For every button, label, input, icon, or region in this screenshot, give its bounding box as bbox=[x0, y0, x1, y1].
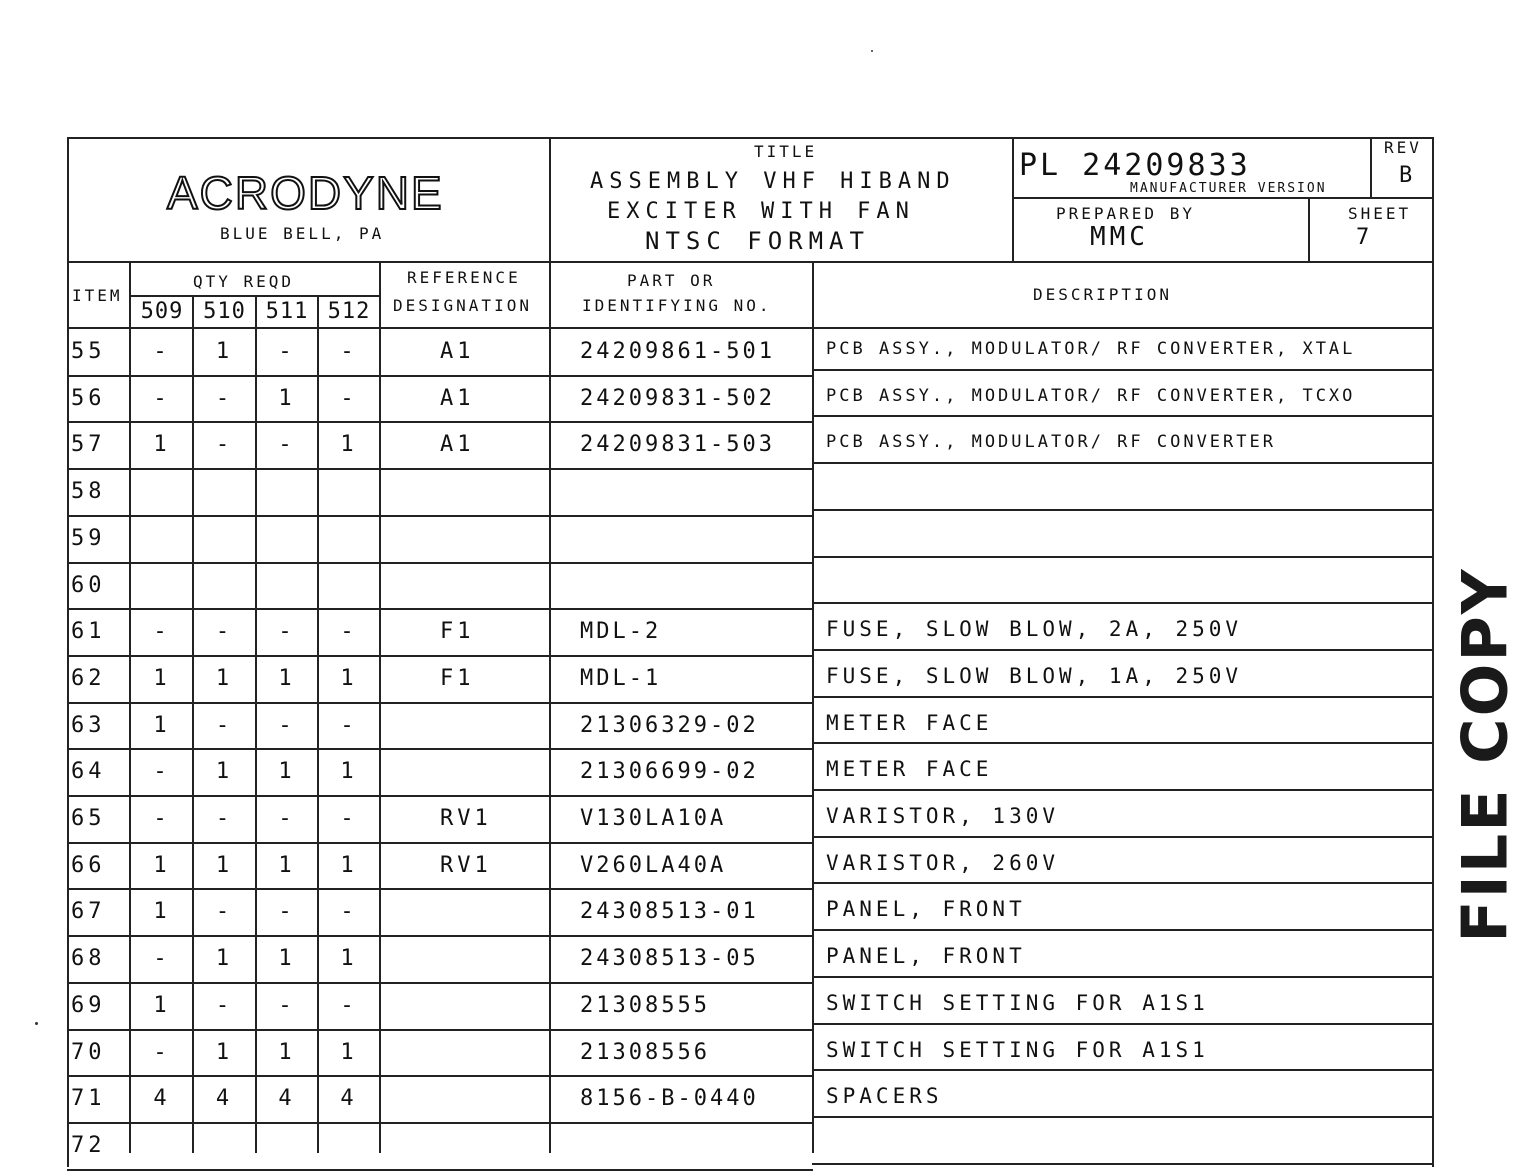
description: PCB ASSY., MODULATOR/ RF CONVERTER bbox=[826, 432, 1276, 453]
part-number: 21306329-02 bbox=[580, 712, 759, 738]
row-rule bbox=[67, 748, 813, 750]
row-rule bbox=[67, 468, 813, 470]
part-number: 8156-B-0440 bbox=[580, 1086, 759, 1112]
row-rule bbox=[67, 562, 813, 564]
qty-512: - bbox=[340, 712, 358, 738]
description: FUSE, SLOW BLOW, 2A, 250V bbox=[826, 617, 1243, 642]
item-number: 61 bbox=[71, 619, 106, 645]
part-number: 21308555 bbox=[580, 992, 710, 1018]
row-rule bbox=[67, 515, 813, 517]
qty-511: - bbox=[278, 899, 296, 925]
part-number: 24308513-01 bbox=[580, 899, 759, 925]
qty-510: - bbox=[215, 899, 234, 925]
item-number: 71 bbox=[71, 1086, 106, 1112]
part-number: 21306699-02 bbox=[580, 759, 759, 785]
title-label: TITLE bbox=[754, 142, 818, 161]
qty-511: - bbox=[278, 432, 296, 458]
part-number: MDL-1 bbox=[580, 665, 662, 691]
title-line-3: NTSC FORMAT bbox=[645, 227, 870, 255]
reference-designation: RV1 bbox=[440, 806, 492, 831]
qty-509: 4 bbox=[153, 1086, 171, 1112]
qty-511: 1 bbox=[278, 1039, 296, 1065]
row-rule bbox=[812, 976, 1434, 978]
header-divider bbox=[549, 138, 551, 263]
item-number: 59 bbox=[71, 525, 106, 551]
reference-designation: A1 bbox=[440, 339, 475, 364]
qty-reqd-header: QTY REQD bbox=[193, 272, 295, 291]
ref-header-line-1: REFERENCE bbox=[407, 268, 521, 287]
qty-509: 1 bbox=[153, 852, 171, 878]
qty-model-511: 511 bbox=[265, 299, 309, 324]
item-number: 70 bbox=[71, 1039, 106, 1065]
qty-509: 1 bbox=[153, 899, 171, 925]
qty-511: 1 bbox=[278, 946, 296, 972]
qty-510: - bbox=[215, 806, 234, 831]
speck bbox=[871, 50, 873, 52]
row-rule bbox=[67, 935, 813, 937]
row-rule bbox=[812, 789, 1434, 791]
qty-512: 1 bbox=[340, 759, 358, 785]
row-rule bbox=[812, 509, 1434, 511]
item-number: 69 bbox=[71, 992, 106, 1018]
row-rule bbox=[67, 421, 813, 423]
ref-header-line-2: DESIGNATION bbox=[393, 296, 532, 315]
rev-label: REV bbox=[1384, 138, 1422, 157]
item-number: 56 bbox=[71, 385, 106, 411]
qty-510: 1 bbox=[215, 665, 234, 691]
description: SWITCH SETTING FOR A1S1 bbox=[826, 1037, 1209, 1062]
part-number: 24308513-05 bbox=[580, 946, 759, 972]
qty-509: 1 bbox=[153, 432, 171, 458]
item-number: 60 bbox=[71, 572, 106, 598]
file-copy-stamp bbox=[1448, 567, 1522, 943]
row-rule bbox=[812, 415, 1434, 417]
qty-511: 1 bbox=[278, 852, 296, 878]
column-header-bottom-rule bbox=[67, 327, 1434, 329]
row-rule bbox=[812, 696, 1434, 698]
row-rule bbox=[67, 1122, 813, 1124]
reference-designation: A1 bbox=[440, 385, 475, 411]
company-logo: ACRODYNE bbox=[167, 167, 444, 219]
row-rule bbox=[812, 1069, 1434, 1071]
qty-509: 1 bbox=[153, 992, 171, 1018]
part-number: 24209831-503 bbox=[580, 432, 775, 458]
row-rule bbox=[67, 1029, 813, 1031]
part-header-line-1: PART OR bbox=[627, 271, 716, 290]
reference-designation: RV1 bbox=[440, 852, 492, 878]
row-rule bbox=[812, 1116, 1434, 1118]
speck bbox=[35, 1022, 38, 1025]
row-rule bbox=[67, 795, 813, 797]
qty-511: 1 bbox=[278, 665, 296, 691]
row-rule bbox=[812, 649, 1434, 651]
row-rule bbox=[812, 882, 1434, 884]
qty-509: - bbox=[153, 1039, 171, 1065]
part-number: V260LA40A bbox=[580, 852, 727, 878]
row-rule bbox=[812, 1163, 1434, 1165]
qty-511: - bbox=[278, 712, 296, 738]
qty-512: 1 bbox=[340, 665, 358, 691]
item-number: 68 bbox=[71, 946, 106, 972]
qty-511: 1 bbox=[278, 385, 296, 411]
description: PANEL, FRONT bbox=[826, 897, 1026, 922]
qty-512: 1 bbox=[340, 946, 358, 972]
header-divider bbox=[1370, 138, 1372, 198]
row-rule bbox=[67, 1169, 813, 1171]
part-number: 24209861-501 bbox=[580, 339, 775, 364]
header-divider bbox=[1308, 198, 1310, 263]
description: VARISTOR, 130V bbox=[826, 804, 1060, 828]
item-number: 58 bbox=[71, 479, 106, 505]
file-copy-stamp-text: FILE COPY bbox=[1448, 567, 1522, 943]
description: PCB ASSY., MODULATOR/ RF CONVERTER, TCXO bbox=[826, 385, 1356, 406]
qty-509: 1 bbox=[153, 712, 171, 738]
qty-511: 1 bbox=[278, 759, 296, 785]
item-number: 62 bbox=[71, 665, 106, 691]
qty-509: - bbox=[153, 619, 171, 645]
row-rule bbox=[812, 462, 1434, 464]
title-line-2: EXCITER WITH FAN bbox=[607, 199, 915, 224]
part-number: V130LA10A bbox=[580, 806, 727, 831]
description: PCB ASSY., MODULATOR/ RF CONVERTER, XTAL bbox=[826, 339, 1356, 359]
row-rule bbox=[812, 1023, 1434, 1025]
qty-512: - bbox=[340, 992, 358, 1018]
row-rule bbox=[67, 608, 813, 610]
part-number: 21308556 bbox=[580, 1039, 710, 1065]
qty-510: - bbox=[215, 712, 234, 738]
row-rule bbox=[67, 655, 813, 657]
row-rule bbox=[812, 556, 1434, 558]
rev-value: B bbox=[1399, 163, 1415, 188]
qty-509: - bbox=[153, 946, 171, 972]
qty-512: 1 bbox=[340, 432, 358, 458]
qty-512: 4 bbox=[340, 1086, 358, 1112]
title-line-1: ASSEMBLY VHF HIBAND bbox=[590, 169, 956, 194]
qty-model-510: 510 bbox=[203, 299, 246, 324]
qty-model-509: 509 bbox=[140, 299, 184, 324]
qty-512: 1 bbox=[340, 1039, 358, 1065]
qty-512: 1 bbox=[340, 852, 358, 878]
qty-511: - bbox=[278, 339, 296, 364]
qty-509: - bbox=[153, 339, 171, 364]
description-header: DESCRIPTION bbox=[1033, 285, 1172, 304]
header-divider bbox=[1012, 138, 1014, 263]
qty-512: - bbox=[340, 385, 358, 411]
qty-510: 1 bbox=[215, 339, 234, 364]
description: SPACERS bbox=[826, 1084, 943, 1109]
sheet-label: SHEET bbox=[1348, 204, 1412, 223]
item-number: 57 bbox=[71, 432, 106, 458]
description: SWITCH SETTING FOR A1S1 bbox=[826, 990, 1209, 1015]
qty-model-512: 512 bbox=[327, 299, 371, 324]
row-rule bbox=[67, 842, 813, 844]
row-rule bbox=[67, 982, 813, 984]
qty-510: - bbox=[215, 992, 234, 1018]
item-number: 66 bbox=[71, 852, 106, 878]
description: VARISTOR, 260V bbox=[826, 850, 1060, 875]
row-rule bbox=[812, 929, 1434, 931]
item-number: 64 bbox=[71, 759, 106, 785]
reference-designation: F1 bbox=[440, 619, 475, 645]
description: FUSE, SLOW BLOW, 1A, 250V bbox=[826, 663, 1243, 688]
row-rule bbox=[812, 369, 1434, 371]
part-number: MDL-2 bbox=[580, 619, 662, 645]
item-number: 67 bbox=[71, 899, 106, 925]
header-divider bbox=[1012, 197, 1434, 199]
reference-designation: A1 bbox=[440, 432, 475, 458]
description: METER FACE bbox=[826, 710, 993, 735]
part-number: 24209831-502 bbox=[580, 385, 775, 411]
description: METER FACE bbox=[826, 757, 993, 782]
qty-510: 1 bbox=[215, 1039, 234, 1065]
qty-510: - bbox=[215, 619, 234, 645]
item-number: 72 bbox=[71, 1132, 106, 1158]
qty-512: - bbox=[340, 619, 358, 645]
item-column-header: ITEM bbox=[72, 286, 123, 305]
company-location: BLUE BELL, PA bbox=[220, 224, 385, 243]
row-rule bbox=[67, 888, 813, 890]
qty-509: - bbox=[153, 806, 171, 831]
qty-509: 1 bbox=[153, 665, 171, 691]
qty-510: 1 bbox=[215, 759, 234, 785]
item-number: 55 bbox=[71, 339, 106, 364]
row-rule bbox=[812, 742, 1434, 744]
qty-510: 4 bbox=[215, 1086, 234, 1112]
qty-511: - bbox=[278, 992, 296, 1018]
qty-509: - bbox=[153, 385, 171, 411]
qty-509: - bbox=[153, 759, 171, 785]
sheet-value: 7 bbox=[1356, 225, 1372, 250]
qty-512: - bbox=[340, 339, 358, 364]
prepared-by-label: PREPARED BY bbox=[1056, 204, 1195, 223]
row-rule bbox=[812, 836, 1434, 838]
prepared-by-value: MMC bbox=[1090, 222, 1149, 252]
qty-510: - bbox=[215, 432, 234, 458]
qty-512: - bbox=[340, 806, 358, 831]
row-rule bbox=[67, 1075, 813, 1077]
item-number: 63 bbox=[71, 712, 106, 738]
qty-510: 1 bbox=[215, 852, 234, 878]
part-header-line-2: IDENTIFYING NO. bbox=[582, 296, 772, 315]
qty-510: 1 bbox=[215, 946, 234, 972]
manufacturer-version-label: MANUFACTURER VERSION bbox=[1130, 181, 1327, 196]
description: PANEL, FRONT bbox=[826, 944, 1026, 969]
qty-510: - bbox=[215, 385, 234, 411]
qty-511: - bbox=[278, 619, 296, 645]
row-rule bbox=[67, 375, 813, 377]
row-rule bbox=[67, 702, 813, 704]
header-bottom-rule bbox=[67, 261, 1434, 263]
column-divider bbox=[812, 263, 814, 1153]
qty-511: 4 bbox=[278, 1086, 296, 1112]
qty-512: - bbox=[340, 899, 358, 925]
part-list-number: PL 24209833 bbox=[1019, 148, 1251, 183]
row-rule bbox=[812, 602, 1434, 604]
reference-designation: F1 bbox=[440, 665, 475, 691]
item-number: 65 bbox=[71, 806, 106, 831]
qty-511: - bbox=[278, 806, 296, 831]
column-divider bbox=[549, 263, 551, 1153]
